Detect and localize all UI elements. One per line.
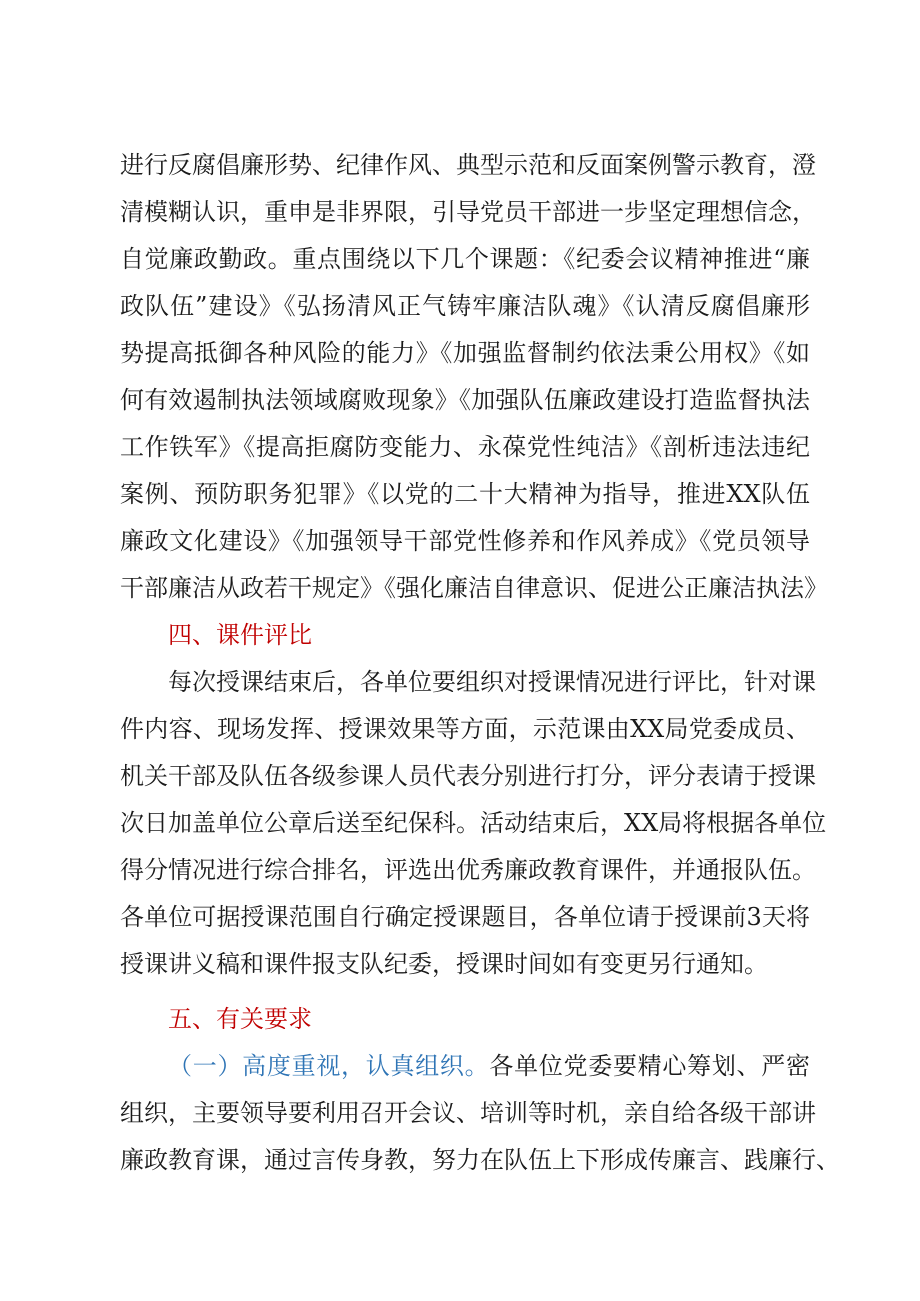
text-line: 各单位可据授课范围自行确定授课题目，各单位请于授课前3天将 (120, 903, 810, 931)
text-line: 件内容、现场发挥、授课效果等方面，示范课由XX局党委成员、 (120, 715, 810, 743)
text-line: 授课讲义稿和课件报支队纪委，授课时间如有变更另行通知。 (120, 950, 768, 978)
subsection1-text: 各单位党委要精心筹划、严密 (489, 1052, 810, 1080)
text-line: 干部廉洁从政若干规定》《强化廉洁自律意识、促进公正廉洁执法》 (120, 574, 828, 602)
text-line: 清模糊认识，重申是非界限，引导党员干部进一步坚定理想信念， (120, 198, 816, 226)
text-line: 政队伍”建设》《弘扬清风正气铸牢廉洁队魂》《认清反腐倡廉形 (120, 292, 810, 320)
text-line: 每次授课结束后，各单位要组织对授课情况进行评比，针对课 (168, 668, 816, 696)
text-line: 得分情况进行综合排名，评选出优秀廉政教育课件，并通报队伍。 (120, 856, 816, 884)
text-line: 廉政文化建设》《加强领导干部党性修养和作风养成》《党员领导 (120, 527, 810, 555)
section3-paragraph (120, 142, 828, 612)
section4-paragraph (120, 659, 827, 988)
section5-heading: 五、有关要求 (168, 1005, 312, 1033)
text-line: 组织，主要领导要利用召开会议、培训等时机，亲自给各级干部讲 (120, 1099, 816, 1127)
text-line (120, 1043, 810, 1090)
text-line: 廉政教育课，通过言传身教，努力在队伍上下形成传廉言、践廉行、 (120, 1146, 840, 1174)
section4-heading: 四、课件评比 (168, 621, 312, 649)
text-line: 何有效遏制执法领域腐败现象》《加强队伍廉政建设打造监督执法 (120, 386, 810, 414)
text-line: 自觉廉政勤政。重点围绕以下几个课题：《纪委会议精神推进“廉 (120, 245, 810, 273)
text-line: 次日加盖单位公章后送至纪保科。活动结束后，XX局将根据各单位 (120, 809, 827, 837)
section5-paragraph (120, 1043, 840, 1184)
text-line: 势提高抵御各种风险的能力》《加强监督制约依法秉公用权》《如 (120, 339, 810, 367)
subsection1-title: （一）高度重视，认真组织。 (168, 1052, 490, 1080)
text-line: 进行反腐倡廉形势、纪律作风、典型示范和反面案例警示教育，澄 (120, 151, 816, 179)
document-body (120, 142, 840, 1184)
text-line: 工作铁军》《提高拒腐防变能力、永葆党性纯洁》《剖析违法违纪 (120, 433, 810, 461)
text-line: 案例、预防职务犯罪》《以党的二十大精神为指导，推进XX队伍 (120, 480, 810, 508)
text-line: 机关干部及队伍各级参课人员代表分别进行打分，评分表请于授课 (120, 762, 816, 790)
